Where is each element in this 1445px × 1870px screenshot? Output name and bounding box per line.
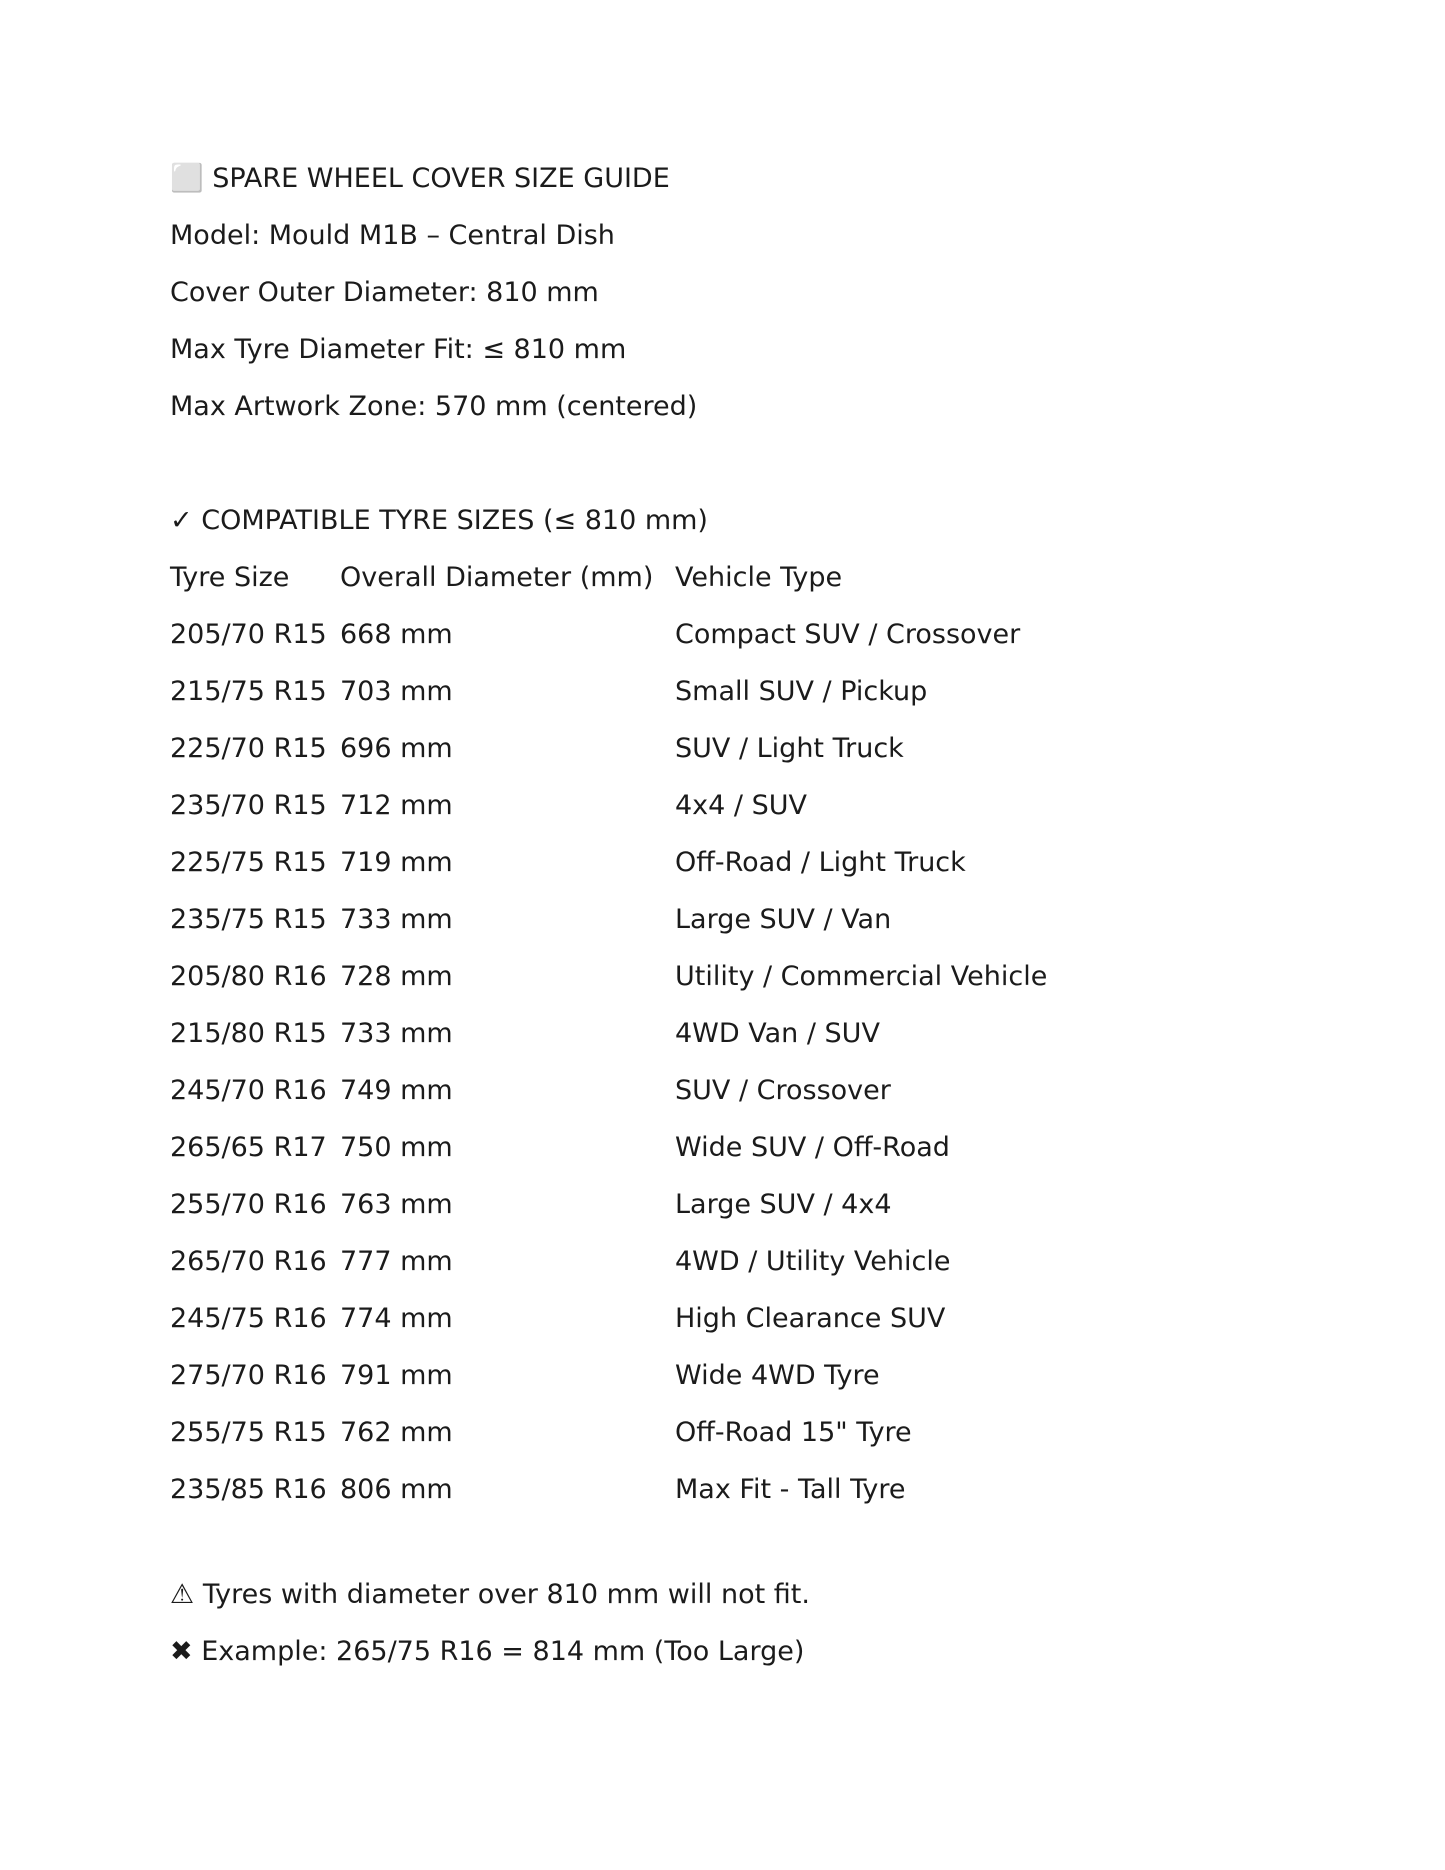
spec-line-model: Model: Mould M1B – Central Dish <box>170 220 615 251</box>
cell-vehicle-type: Wide SUV / Off-Road <box>675 1132 950 1163</box>
cell-vehicle-type: Small SUV / Pickup <box>675 676 928 707</box>
cell-vehicle-type: 4x4 / SUV <box>675 790 807 821</box>
section-title: COMPATIBLE TYRE SIZES (≤ 810 mm) <box>201 505 708 536</box>
warning-line <box>170 1566 1275 1623</box>
cell-vehicle-type: 4WD / Utility Vehicle <box>675 1246 951 1277</box>
cell-tyre-size: 215/80 R15 <box>170 1018 327 1049</box>
table-row <box>170 834 1047 891</box>
cell-diameter: 728 mm <box>340 961 453 992</box>
cell-diameter: 749 mm <box>340 1075 453 1106</box>
table-row <box>170 720 1047 777</box>
table-row <box>170 948 1047 1005</box>
cell-vehicle-type: Large SUV / Van <box>675 904 892 935</box>
cell-tyre-size: 255/70 R16 <box>170 1189 327 1220</box>
cell-vehicle-type: Off-Road / Light Truck <box>675 847 966 878</box>
cell-vehicle-type: Off-Road 15" Tyre <box>675 1417 912 1448</box>
cell-tyre-size: 215/75 R15 <box>170 676 327 707</box>
cell-diameter: 703 mm <box>340 676 453 707</box>
example-line <box>170 1623 1275 1680</box>
cell-tyre-size: 205/80 R16 <box>170 961 327 992</box>
example-text: Example: 265/75 R16 = 814 mm (Too Large) <box>201 1636 805 1667</box>
cell-diameter: 763 mm <box>340 1189 453 1220</box>
spec-line-outer-diameter: Cover Outer Diameter: 810 mm <box>170 277 599 308</box>
cell-tyre-size: 235/70 R15 <box>170 790 327 821</box>
cell-diameter: 733 mm <box>340 904 453 935</box>
cell-vehicle-type: SUV / Crossover <box>675 1075 891 1106</box>
cell-tyre-size: 235/75 R15 <box>170 904 327 935</box>
cell-tyre-size: 265/70 R16 <box>170 1246 327 1277</box>
cell-vehicle-type: Utility / Commercial Vehicle <box>675 961 1048 992</box>
cell-tyre-size: 235/85 R16 <box>170 1474 327 1505</box>
cell-tyre-size: 245/75 R16 <box>170 1303 327 1334</box>
cell-diameter: 777 mm <box>340 1246 453 1277</box>
table-header-row <box>170 549 1047 606</box>
cross-icon: ✖ <box>170 1636 193 1667</box>
table-row <box>170 1119 1047 1176</box>
spacer-after-specs <box>170 435 1275 492</box>
cell-tyre-size: 265/65 R17 <box>170 1132 327 1163</box>
cell-diameter: 750 mm <box>340 1132 453 1163</box>
table-row <box>170 1005 1047 1062</box>
table-row <box>170 1404 1047 1461</box>
cell-tyre-size: 275/70 R16 <box>170 1360 327 1391</box>
table-row <box>170 1461 1047 1518</box>
cell-tyre-size: 225/75 R15 <box>170 847 327 878</box>
page-title: SPARE WHEEL COVER SIZE GUIDE <box>212 163 670 194</box>
table-row <box>170 606 1047 663</box>
header-tyre-size: Tyre Size <box>170 562 290 593</box>
tyre-size-table <box>170 549 1047 1518</box>
spacer-after-table <box>170 1518 1275 1566</box>
header-vehicle-type: Vehicle Type <box>675 562 843 593</box>
cell-diameter: 806 mm <box>340 1474 453 1505</box>
cell-vehicle-type: High Clearance SUV <box>675 1303 946 1334</box>
cell-vehicle-type: Compact SUV / Crossover <box>675 619 1021 650</box>
cell-diameter: 696 mm <box>340 733 453 764</box>
cell-diameter: 762 mm <box>340 1417 453 1448</box>
cell-vehicle-type: SUV / Light Truck <box>675 733 904 764</box>
cell-vehicle-type: 4WD Van / SUV <box>675 1018 880 1049</box>
table-row <box>170 1347 1047 1404</box>
cell-diameter: 712 mm <box>340 790 453 821</box>
section-heading-compatible-sizes <box>170 492 1275 549</box>
cell-diameter: 668 mm <box>340 619 453 650</box>
cell-tyre-size: 225/70 R15 <box>170 733 327 764</box>
cell-diameter: 774 mm <box>340 1303 453 1334</box>
cell-tyre-size: 255/75 R15 <box>170 1417 327 1448</box>
spec-line-max-artwork-zone: Max Artwork Zone: 570 mm (centered) <box>170 391 698 422</box>
check-icon: ✓ <box>170 505 193 536</box>
cell-diameter: 733 mm <box>340 1018 453 1049</box>
cell-vehicle-type: Max Fit - Tall Tyre <box>675 1474 906 1505</box>
spec-line-max-tyre-diameter: Max Tyre Diameter Fit: ≤ 810 mm <box>170 334 627 365</box>
table-row <box>170 1290 1047 1347</box>
cell-vehicle-type: Wide 4WD Tyre <box>675 1360 880 1391</box>
cell-vehicle-type: Large SUV / 4x4 <box>675 1189 892 1220</box>
table-row <box>170 1233 1047 1290</box>
table-row <box>170 777 1047 834</box>
cell-diameter: 719 mm <box>340 847 453 878</box>
cell-tyre-size: 205/70 R15 <box>170 619 327 650</box>
cell-tyre-size: 245/70 R16 <box>170 1075 327 1106</box>
document-title-line <box>170 150 1275 207</box>
table-row <box>170 1062 1047 1119</box>
table-row <box>170 1176 1047 1233</box>
cell-diameter: 791 mm <box>340 1360 453 1391</box>
warning-text: Tyres with diameter over 810 mm will not fit. <box>202 1579 810 1610</box>
header-overall-diameter: Overall Diameter (mm) <box>340 562 654 593</box>
box-icon: ⬜ <box>170 163 204 194</box>
warning-icon: ⚠ <box>170 1579 195 1610</box>
table-row <box>170 663 1047 720</box>
table-row <box>170 891 1047 948</box>
